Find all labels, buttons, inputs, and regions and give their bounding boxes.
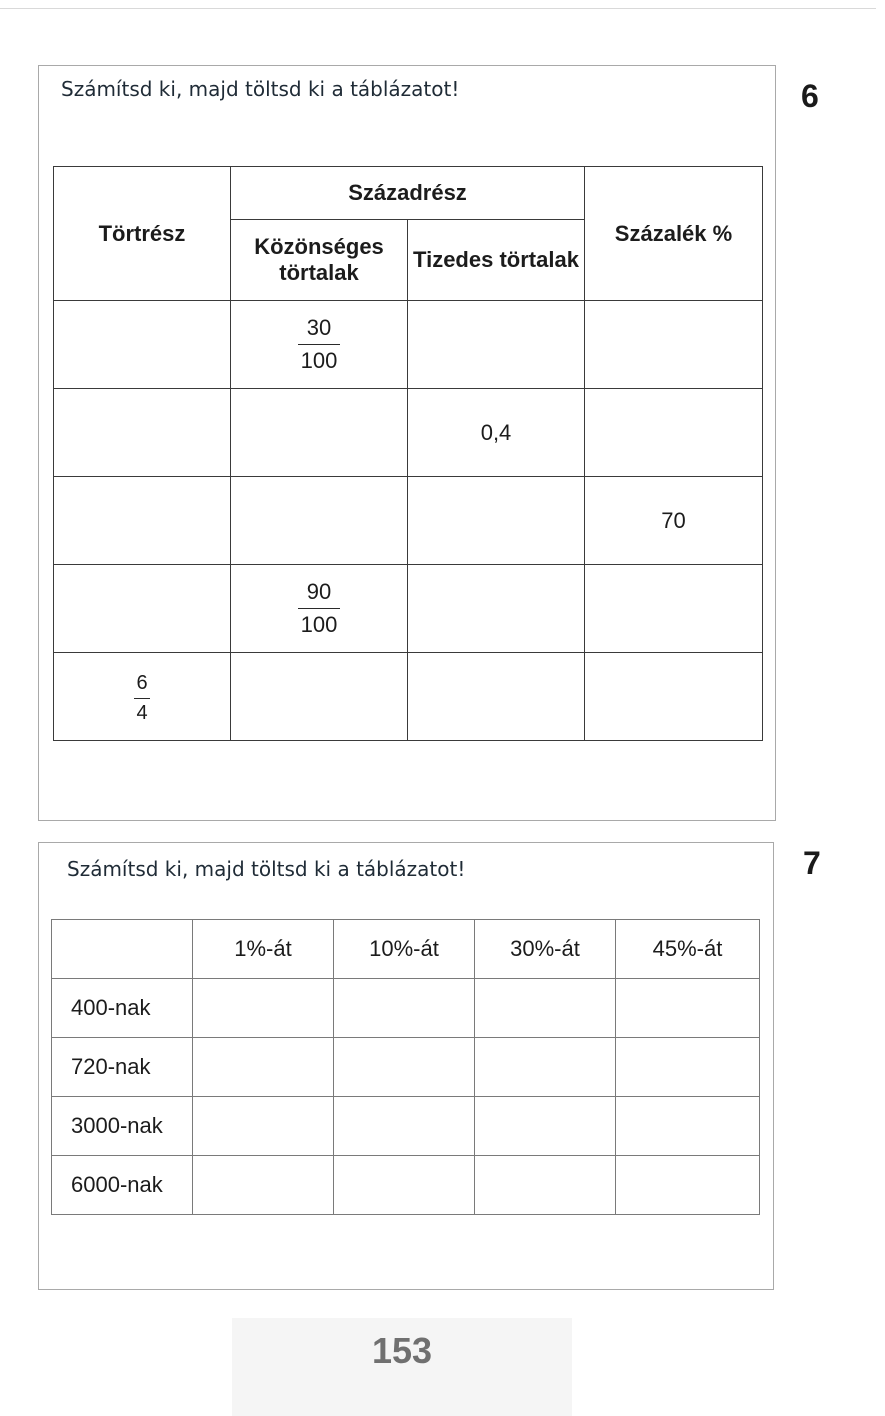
answer-cell[interactable] [408, 653, 585, 741]
answer-cell[interactable] [193, 1156, 334, 1215]
fraction-table [53, 166, 763, 741]
exercise-6-instruction: Számítsd ki, majd töltsd ki a táblázatot! [61, 77, 460, 101]
table-row [54, 389, 763, 477]
answer-cell[interactable] [585, 389, 763, 477]
fraction-numerator: 30 [298, 315, 340, 345]
common-fraction-cell [231, 565, 408, 653]
answer-cell[interactable] [475, 1097, 616, 1156]
page-number: 153 [372, 1330, 433, 1371]
answer-cell[interactable] [54, 301, 231, 389]
corner-cell [52, 920, 193, 979]
tortresz-fraction-cell [54, 653, 231, 741]
answer-cell[interactable] [231, 653, 408, 741]
answer-cell[interactable] [585, 565, 763, 653]
table-row [54, 653, 763, 741]
answer-cell[interactable] [193, 1038, 334, 1097]
table-row [52, 979, 760, 1038]
answer-cell[interactable] [231, 477, 408, 565]
top-divider [0, 8, 876, 9]
table-row [52, 1097, 760, 1156]
table-row [54, 565, 763, 653]
fraction-denominator: 4 [136, 701, 148, 724]
column-header: 10%-át [334, 920, 475, 979]
fraction-numerator: 6 [134, 672, 150, 699]
common-fraction-cell [231, 301, 408, 389]
answer-cell[interactable] [54, 565, 231, 653]
answer-cell[interactable] [193, 979, 334, 1038]
answer-cell[interactable] [408, 565, 585, 653]
answer-cell[interactable] [408, 477, 585, 565]
header-szazadresz: Századrész [231, 167, 585, 220]
answer-cell[interactable] [475, 979, 616, 1038]
fraction-denominator: 100 [300, 348, 338, 373]
table-row [52, 1156, 760, 1215]
fraction [298, 315, 340, 374]
table-row [54, 301, 763, 389]
row-label: 720-nak [52, 1038, 193, 1097]
answer-cell[interactable] [475, 1156, 616, 1215]
fraction-numerator: 90 [298, 579, 340, 609]
answer-cell[interactable] [193, 1097, 334, 1156]
answer-cell[interactable] [408, 301, 585, 389]
header-szazalek: Százalék % [585, 167, 763, 301]
answer-cell[interactable] [231, 389, 408, 477]
answer-cell[interactable] [334, 1097, 475, 1156]
answer-cell[interactable] [334, 1038, 475, 1097]
answer-cell[interactable] [54, 477, 231, 565]
header-tizedes: Tizedes törtalak [408, 220, 585, 301]
row-label: 400-nak [52, 979, 193, 1038]
answer-cell[interactable] [475, 1038, 616, 1097]
answer-cell[interactable] [334, 1156, 475, 1215]
exercise-7-instruction: Számítsd ki, majd töltsd ki a táblázatot! [67, 857, 466, 881]
percentage-table [51, 919, 760, 1215]
column-header: 1%-át [193, 920, 334, 979]
exercise-6-number: 6 [801, 78, 819, 114]
column-header: 45%-át [616, 920, 760, 979]
row-label: 6000-nak [52, 1156, 193, 1215]
answer-cell[interactable] [616, 1156, 760, 1215]
answer-cell[interactable] [54, 389, 231, 477]
table-row [54, 477, 763, 565]
percent-value-cell: 70 [585, 477, 763, 565]
answer-cell[interactable] [616, 1038, 760, 1097]
exercise-7-number: 7 [803, 845, 821, 881]
column-header: 30%-át [475, 920, 616, 979]
table-row [52, 1038, 760, 1097]
fraction [298, 579, 340, 638]
row-label: 3000-nak [52, 1097, 193, 1156]
answer-cell[interactable] [616, 1097, 760, 1156]
decimal-value-cell: 0,4 [408, 389, 585, 477]
header-row [52, 920, 760, 979]
fraction [134, 672, 150, 725]
answer-cell[interactable] [334, 979, 475, 1038]
header-kozonseges: Közönséges törtalak [231, 220, 408, 301]
answer-cell[interactable] [585, 653, 763, 741]
answer-cell[interactable] [616, 979, 760, 1038]
header-tortresz: Törtrész [54, 167, 231, 301]
answer-cell[interactable] [585, 301, 763, 389]
fraction-denominator: 100 [300, 612, 338, 637]
